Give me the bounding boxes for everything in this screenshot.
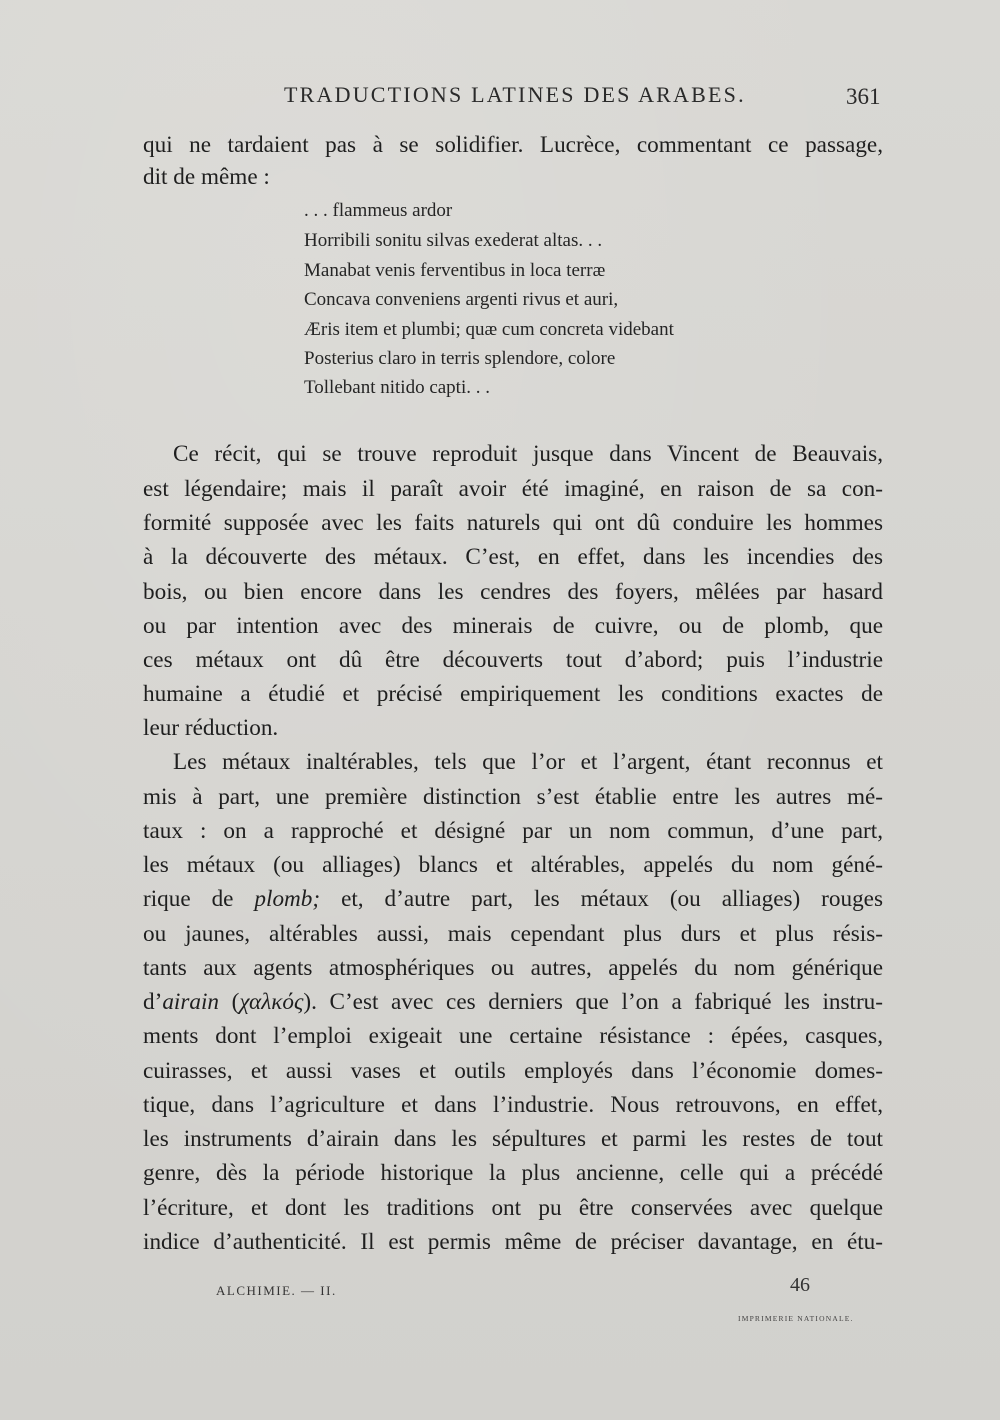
verse-line: Posterius claro in terris splendore, colore [304, 348, 616, 369]
text-line: ces métaux ont dû être découverts tout d’abord; puis l’industrie [143, 647, 883, 673]
italic-term: airain [162, 989, 220, 1015]
footer-volume: ALCHIMIE. — II. [216, 1283, 337, 1298]
text-line: ou jaunes, altérables aussi, mais cependant plus durs et plus résis- [143, 921, 883, 947]
text-line: rique de plomb; et, d’autre part, les métaux (ou alliages) rouges [143, 886, 883, 912]
text-line: à la découverte des métaux. C’est, en effet, dans les incendies des [143, 544, 883, 570]
text-line: mis à part, une première distinction s’est établie entre les autres mé- [143, 784, 883, 810]
text-line: d’airain (χαλκός). C’est avec ces derniers que l’on a fabriqué les instru- [143, 989, 883, 1015]
text-line: est légendaire; mais il paraît avoir été imaginé, en raison de sa con- [143, 476, 883, 502]
text-line: l’écriture, et dont les traditions ont pu être conservées avec quelque [143, 1195, 883, 1221]
verse-line: Horribili sonitu silvas exederat altas. . . [304, 230, 603, 251]
text-line: indice d’authenticité. Il est permis même de préciser davantage, en étu- [143, 1229, 883, 1255]
text-line: ments dont l’emploi exigeait une certaine résistance : épées, casques, [143, 1023, 883, 1049]
signature-mark: 46 [790, 1274, 810, 1296]
printer-imprint: IMPRIMERIE NATIONALE. [738, 1314, 854, 1323]
text-line: humaine a étudié et précisé empiriquement les conditions exactes de [143, 681, 883, 707]
verse-line: Manabat venis ferventibus in loca terræ [304, 260, 606, 281]
verse-line: Æris item et plumbi; quæ cum concreta videbant [304, 319, 674, 340]
text-line: tants aux agents atmosphériques ou autres, appelés du nom générique [143, 955, 883, 981]
text-line: bois, ou bien encore dans les cendres des foyers, mêlées par hasard [143, 579, 883, 605]
page-number: 361 [846, 84, 881, 109]
text-line: Les métaux inaltérables, tels que l’or et l’argent, étant reconnus et [173, 749, 883, 775]
text-line: tique, dans l’agriculture et dans l’industrie. Nous retrouvons, en effet, [143, 1092, 883, 1118]
verse-line: . . . flammeus ardor [304, 200, 453, 221]
text-line: les instruments d’airain dans les sépultures et parmi les restes de tout [143, 1126, 883, 1152]
italic-term: plomb; [254, 886, 321, 912]
text-line: les métaux (ou alliages) blancs et altérables, appelés du nom géné- [143, 852, 883, 878]
text-line: dit de même : [143, 164, 270, 190]
text-line: ou par intention avec des minerais de cuivre, ou de plomb, que [143, 613, 883, 639]
text-line: cuirasses, et aussi vases et outils employés dans l’économie domes- [143, 1058, 883, 1084]
verse-line: Tollebant nitido capti. . . [304, 377, 490, 398]
running-title: TRADUCTIONS LATINES DES ARABES. [284, 82, 746, 107]
greek-word: χαλκός [239, 989, 304, 1015]
text-line: genre, dès la période historique la plus ancienne, celle qui a précédé [143, 1160, 883, 1186]
verse-line: Concava conveniens argenti rivus et auri, [304, 289, 619, 310]
text-line: formité supposée avec les faits naturels qui ont dû conduire les hommes [143, 510, 883, 536]
text-line: leur réduction. [143, 715, 279, 741]
text-line: taux : on a rapproché et désigné par un nom commun, d’une part, [143, 818, 883, 844]
text-line: Ce récit, qui se trouve reproduit jusque dans Vincent de Beauvais, [173, 441, 883, 467]
text-line: qui ne tardaient pas à se solidifier. Lucrèce, commentant ce passage, [143, 132, 883, 158]
